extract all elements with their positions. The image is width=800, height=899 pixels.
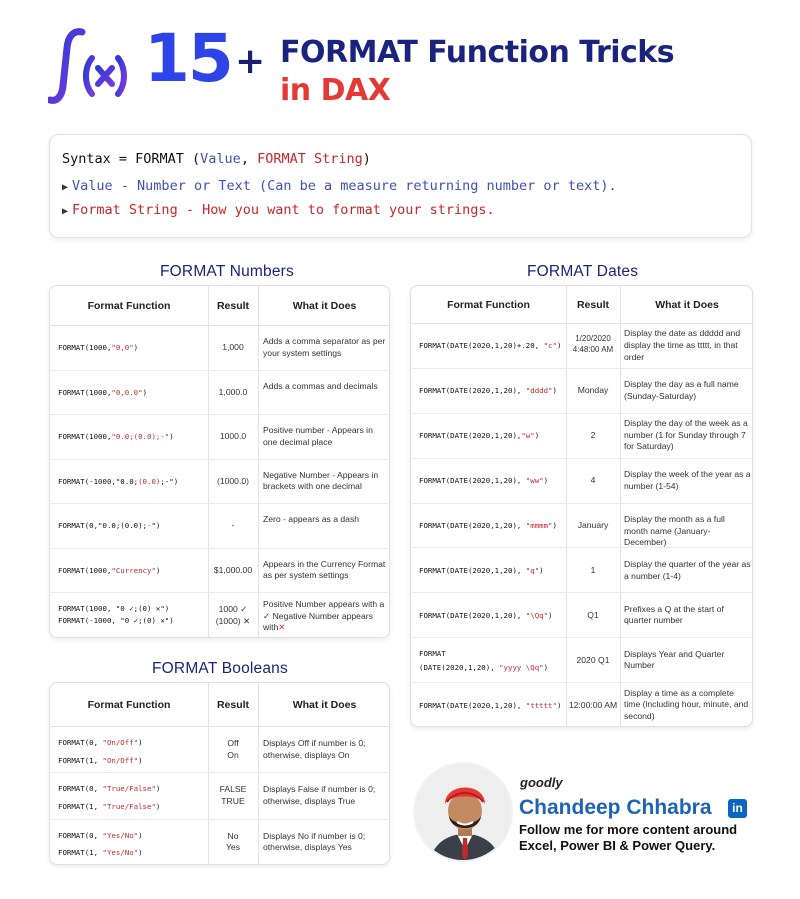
description-cell <box>263 599 387 634</box>
code-part: FORMAT(0, <box>58 738 103 747</box>
description-cell: Displays Off if number is 0; otherwise, displays On <box>263 738 366 760</box>
triangle-bullet-icon: ▶ <box>62 182 69 193</box>
code-part: "w" <box>521 431 535 441</box>
col-header: Result <box>216 300 250 312</box>
result-cell: 1,000.0 <box>218 386 248 397</box>
format-function-cell <box>58 827 143 863</box>
code-part: "0.0;(0.0);-" <box>111 432 170 442</box>
description-cell: Displays False if number is 0; otherwise, displays True <box>263 784 376 806</box>
description-cell: Displays No if number is 0; otherwise, displays Yes <box>263 830 366 853</box>
code-part: ) <box>138 848 143 858</box>
code-part: FORMAT <box>419 648 446 658</box>
tagline-line1: Follow me for more content around <box>519 822 738 837</box>
table-row <box>50 504 389 549</box>
result-line: On <box>227 749 239 760</box>
code-part: ) <box>133 343 139 353</box>
col-header: Result <box>576 299 610 311</box>
dates-table <box>410 285 753 727</box>
result-cell <box>208 831 258 854</box>
description-cell: Adds a comma separator as per your system settings <box>263 336 386 358</box>
code-part: "mmmm" <box>525 521 553 531</box>
result-cell <box>208 784 258 807</box>
code-part: "\Qq" <box>525 610 549 620</box>
syntax-line: Syntax = FORMAT (Value, FORMAT String) <box>62 151 371 167</box>
code-part: ) <box>552 386 557 396</box>
code-part: FORMAT(1000, <box>58 343 112 353</box>
code-part: FORMAT(1000, <box>58 387 112 397</box>
table-row <box>50 371 389 416</box>
code-part: ) <box>556 700 562 710</box>
code-line <box>58 798 160 816</box>
code-part: FORMAT(DATE(2020,1,20), <box>419 565 526 575</box>
code-part: FORMAT(0, <box>58 830 103 840</box>
col-header: Result <box>216 699 250 711</box>
table-row <box>411 324 752 369</box>
booleans-title: FORMAT Booleans <box>152 660 288 677</box>
code-part: ) <box>548 610 553 620</box>
table-row <box>50 727 389 773</box>
table-row <box>411 593 752 638</box>
code-part: "c" <box>543 341 557 351</box>
result-cell: 1,000 <box>222 342 244 353</box>
code-part: "Yes/No" <box>102 830 139 840</box>
format-function-cell <box>58 564 160 578</box>
code-part: ) <box>138 755 143 765</box>
code-part: ;-") <box>160 476 179 486</box>
result-line: Monday <box>577 385 609 396</box>
code-part: FORMAT(1000, <box>58 432 112 442</box>
description-cell: Displays Year and Quarter Number <box>624 648 725 671</box>
code-line <box>58 780 160 798</box>
title-plus: + <box>235 41 266 82</box>
code-part: FORMAT(DATE(2020,1,20), <box>419 386 526 396</box>
result-cell <box>208 738 258 761</box>
code-part: FORMAT(DATE(2020,1,20), <box>419 700 526 710</box>
code-part: FORMAT(1, <box>58 755 103 765</box>
format-function-cell <box>419 339 561 353</box>
numbers-table <box>49 285 390 638</box>
code-part: FORMAT(0, <box>58 784 103 794</box>
col-header: Format Function <box>87 300 171 312</box>
format-function-cell <box>58 780 160 816</box>
result-line: Q1 <box>587 609 599 620</box>
code-part: "True/False" <box>102 802 156 812</box>
format-function-cell <box>419 384 557 398</box>
result-line: January <box>577 520 609 531</box>
result-cell <box>566 655 620 667</box>
syntax-box <box>49 134 752 238</box>
result-cell <box>566 334 620 356</box>
result-cell <box>566 610 620 622</box>
code-part: FORMAT(DATE(2020,1,20)+.20, <box>419 341 544 351</box>
code-part: ) <box>138 830 143 840</box>
linkedin-icon[interactable]: in <box>728 799 747 818</box>
result-cell: 1000.0 <box>219 431 247 442</box>
code-part: ) <box>556 341 562 351</box>
code-part: "ww" <box>525 476 544 486</box>
result-line: 4:48:00 AM <box>572 345 614 355</box>
code-part: ) <box>169 432 174 442</box>
table-row <box>411 504 752 549</box>
result-line: TRUE <box>221 795 245 806</box>
code-line <box>58 827 143 845</box>
format-function-cell <box>419 699 561 713</box>
code-part: "yyyy \Qq" <box>499 662 544 672</box>
result-line: Off <box>227 738 239 748</box>
avatar <box>413 762 513 862</box>
table-row <box>50 549 389 594</box>
code-part: (DATE(2020,1,20), <box>419 662 500 672</box>
dates-title: FORMAT Dates <box>527 263 639 280</box>
code-part: FORMAT(1, <box>58 848 103 858</box>
format-function-cell <box>419 519 557 533</box>
result-line: FALSE <box>219 784 247 795</box>
table-row <box>411 414 752 459</box>
table-row <box>50 415 389 460</box>
code-part: "0,0" <box>111 343 134 353</box>
description-cell: Positive number - Appears in one decimal place <box>263 425 373 447</box>
format-function-cell <box>419 564 544 578</box>
code-part: ) <box>155 784 161 794</box>
table-row <box>50 460 389 505</box>
format-function-cell <box>419 474 548 488</box>
table-row <box>411 549 752 594</box>
result-line: 12:00:00 AM <box>568 699 618 710</box>
code-line: FORMAT(-1000, "0 ✓;(0) ✕") <box>58 615 174 625</box>
result-cell <box>566 700 620 712</box>
description-cell: Display a time as a complete time (including hour, minute, and second) <box>624 687 749 721</box>
code-part: ) <box>543 476 549 486</box>
result-line: (1000) ✕ <box>215 615 251 626</box>
code-part: ) <box>543 662 549 672</box>
code-part: ) <box>138 738 143 747</box>
result-line: No <box>227 830 239 841</box>
result-line: 1 <box>590 564 596 575</box>
code-part: "On/Off" <box>102 738 139 747</box>
format-function-cell <box>58 603 174 627</box>
code-part: Positive Number appears with a ✓ Negative Number appears with <box>263 599 385 633</box>
result-line: 2020 Q1 <box>576 654 610 665</box>
description-cell: Zero - appears as a dash <box>263 514 360 525</box>
code-line <box>58 844 143 862</box>
col-header: What it Does <box>655 299 719 311</box>
format-function-cell <box>58 430 174 444</box>
description-cell: Display the date as ddddd and display the time as ttttt, in that order <box>624 328 741 362</box>
code-line: FORMAT(1000, "0 ✓;(0) ✕") <box>58 604 170 613</box>
code-part: ) <box>552 521 557 531</box>
brand-logo: goodly <box>520 775 563 790</box>
format-function-cell <box>58 475 178 489</box>
code-line <box>58 752 143 770</box>
code-part: ) <box>142 387 148 397</box>
format-function-cell <box>58 519 160 533</box>
result-cell: $1,000.00 <box>213 564 253 575</box>
description-cell: Negative Number - Appears in brackets with one decimal <box>263 469 379 492</box>
result-cell <box>566 520 620 532</box>
format-function-cell <box>58 734 143 770</box>
numbers-title: FORMAT Numbers <box>160 263 294 280</box>
code-part: "Currency" <box>111 565 156 575</box>
result-line: Yes <box>225 842 241 853</box>
code-part: FORMAT(1, <box>58 802 103 812</box>
code-part: FORMAT(DATE(2020,1,20), <box>419 476 526 486</box>
col-header: What it Does <box>292 300 357 312</box>
code-part: FORMAT(-1000,"0.0; <box>58 476 139 486</box>
result-cell <box>566 565 620 577</box>
result-line: 1000 ✓ <box>218 604 248 614</box>
tagline-line2: Excel, Power BI & Power Query. <box>519 838 716 853</box>
title-number: 15 <box>144 20 232 97</box>
code-line <box>419 661 548 675</box>
table-row <box>50 820 389 865</box>
code-part: FORMAT(1000, <box>58 565 112 575</box>
result-cell <box>566 430 620 442</box>
result-cell <box>566 385 620 397</box>
table-row <box>411 369 752 414</box>
code-part: (0.0) <box>138 476 161 486</box>
result-cell: - <box>231 520 235 531</box>
page-title: FORMAT Function Tricks <box>280 35 675 70</box>
code-part: "True/False" <box>102 784 156 794</box>
description-cell: Display the quarter of the year as a number (1-4) <box>624 558 751 581</box>
syntax-bullet-format: ▶ Format String - How you want to format your strings. <box>62 202 495 218</box>
table-row <box>50 326 389 371</box>
table-row <box>411 638 752 683</box>
description-cell: Display the day as a full name (Sunday-Saturday) <box>624 379 739 401</box>
code-line <box>419 647 548 661</box>
syntax-bullet-value: ▶ Value - Number or Text (Can be a measure returning number or text). <box>62 178 617 194</box>
format-function-cell <box>58 341 138 355</box>
code-part: ) <box>155 802 161 812</box>
description-cell: Display the week of the year as a number (1-54) <box>624 469 751 491</box>
description-cell: Adds a commas and decimals <box>263 380 378 391</box>
code-line <box>58 734 143 752</box>
result-line: 2 <box>590 430 596 441</box>
triangle-bullet-icon: ▶ <box>62 206 69 217</box>
page-subtitle: in DAX <box>280 73 391 108</box>
format-function-cell <box>58 386 147 400</box>
booleans-table <box>49 682 390 865</box>
result-line: 1/20/2020 <box>575 334 611 344</box>
description-cell: Appears in the Currency Format as per system settings <box>263 558 386 581</box>
code-part: FORMAT(DATE(2020,1,20), <box>419 431 522 441</box>
fx-logo-icon <box>48 24 134 110</box>
code-part: FORMAT(DATE(2020,1,20), <box>419 610 526 620</box>
result-cell: (1000.0) <box>216 475 249 486</box>
table-row <box>411 459 752 504</box>
col-header: Format Function <box>87 699 171 711</box>
table-row <box>411 683 752 727</box>
format-function-cell <box>419 647 548 675</box>
col-header: Format Function <box>447 299 530 311</box>
code-part: FORMAT(0,"0.0;(0.0); <box>58 521 147 531</box>
code-part: "ttttt" <box>525 700 557 710</box>
description-cell: Display the day of the week as a number (1 for Sunday through 7 for Saturday) <box>624 418 748 452</box>
code-part: "q" <box>525 565 540 575</box>
table-row <box>50 773 389 819</box>
code-part: ) <box>534 431 540 441</box>
description-cell: Display the month as a full month name (January-December) <box>624 514 725 548</box>
col-header: What it Does <box>292 699 357 711</box>
result-line: 4 <box>590 475 596 486</box>
author-name: Chandeep Chhabra <box>519 796 712 819</box>
code-part: "0,0.0" <box>111 387 143 397</box>
code-part: - <box>147 521 152 531</box>
result-cell <box>208 604 258 627</box>
format-function-cell <box>419 609 553 623</box>
format-function-cell <box>419 429 539 443</box>
code-part: FORMAT(DATE(2020,1,20), <box>419 521 526 531</box>
description-cell: Prefixes a Q at the start of quarter number <box>624 603 724 626</box>
code-part: ✕ <box>278 622 286 633</box>
code-part: "On/Off" <box>102 755 139 765</box>
code-part: "Yes/No" <box>102 848 139 858</box>
code-part: ") <box>151 521 161 531</box>
code-part: ) <box>155 565 161 575</box>
code-part: ) <box>539 565 544 575</box>
code-part: "dddd" <box>525 386 553 396</box>
result-cell <box>566 475 620 487</box>
table-row <box>50 593 389 638</box>
